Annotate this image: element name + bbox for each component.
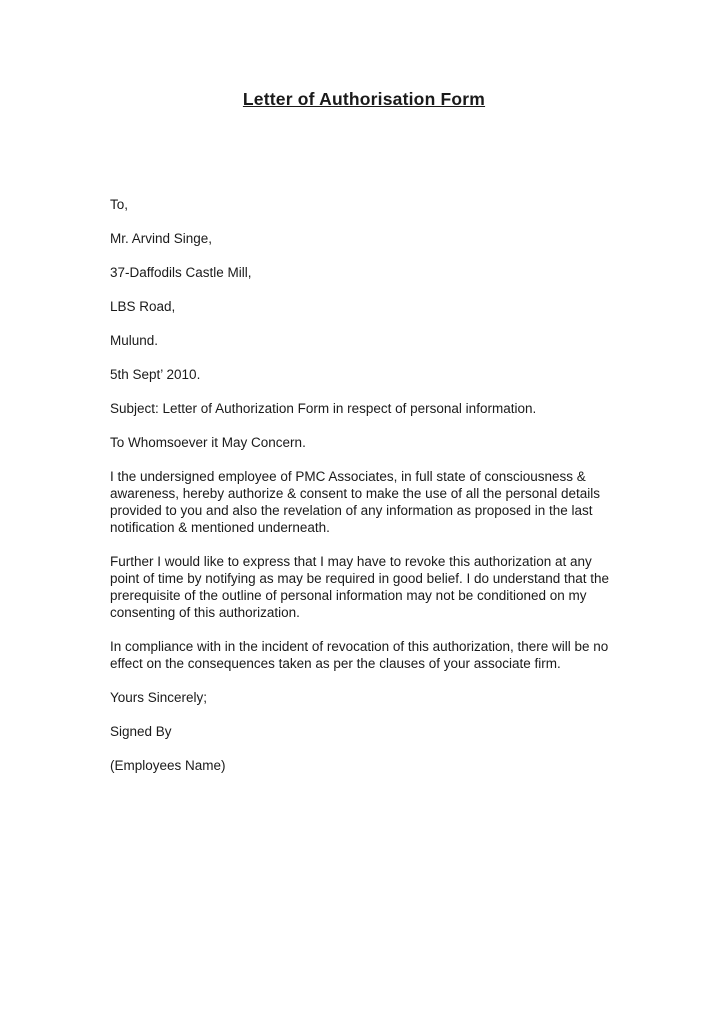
recipient-road-line: LBS Road, (110, 299, 176, 314)
signed-by-line: Signed By (110, 724, 172, 739)
recipient-street-line: 37-Daffodils Castle Mill, (110, 265, 252, 280)
salutation-line: To Whomsoever it May Concern. (110, 435, 306, 450)
signature-placeholder-line: (Employees Name) (110, 758, 226, 773)
recipient-intro-line: To, (110, 197, 129, 212)
closing-line: Yours Sincerely; (110, 690, 208, 705)
letter-body (110, 196, 618, 791)
recipient-city-line: Mulund. (110, 333, 159, 348)
date-line: 5th Sept’ 2010. (110, 367, 201, 382)
recipient-name-line: Mr. Arvind Singe, (110, 231, 213, 246)
page-title: Letter of Authorisation Form (242, 89, 486, 109)
subject-line: Subject: Letter of Authorization Form in respect of personal information. (110, 401, 537, 416)
body-paragraph: I the undersigned employee of PMC Associates, in full state of consciousness & awareness, hereby authorize & consent to make the use of all the personal details provided to you and also the revelation of any information as proposed in the last notification & mentioned underneath. (110, 469, 601, 535)
body-paragraph: Further I would like to express that I may have to revoke this authorization at any point of time by notifying as may be required in good belief. I do understand that the prerequisite of the outline of personal information may not be conditioned on my consenting of this authorization. (110, 554, 610, 620)
body-paragraph: In compliance with in the incident of revocation of this authorization, there will be no effect on the consequences taken as per the clauses of your associate firm. (110, 639, 609, 671)
